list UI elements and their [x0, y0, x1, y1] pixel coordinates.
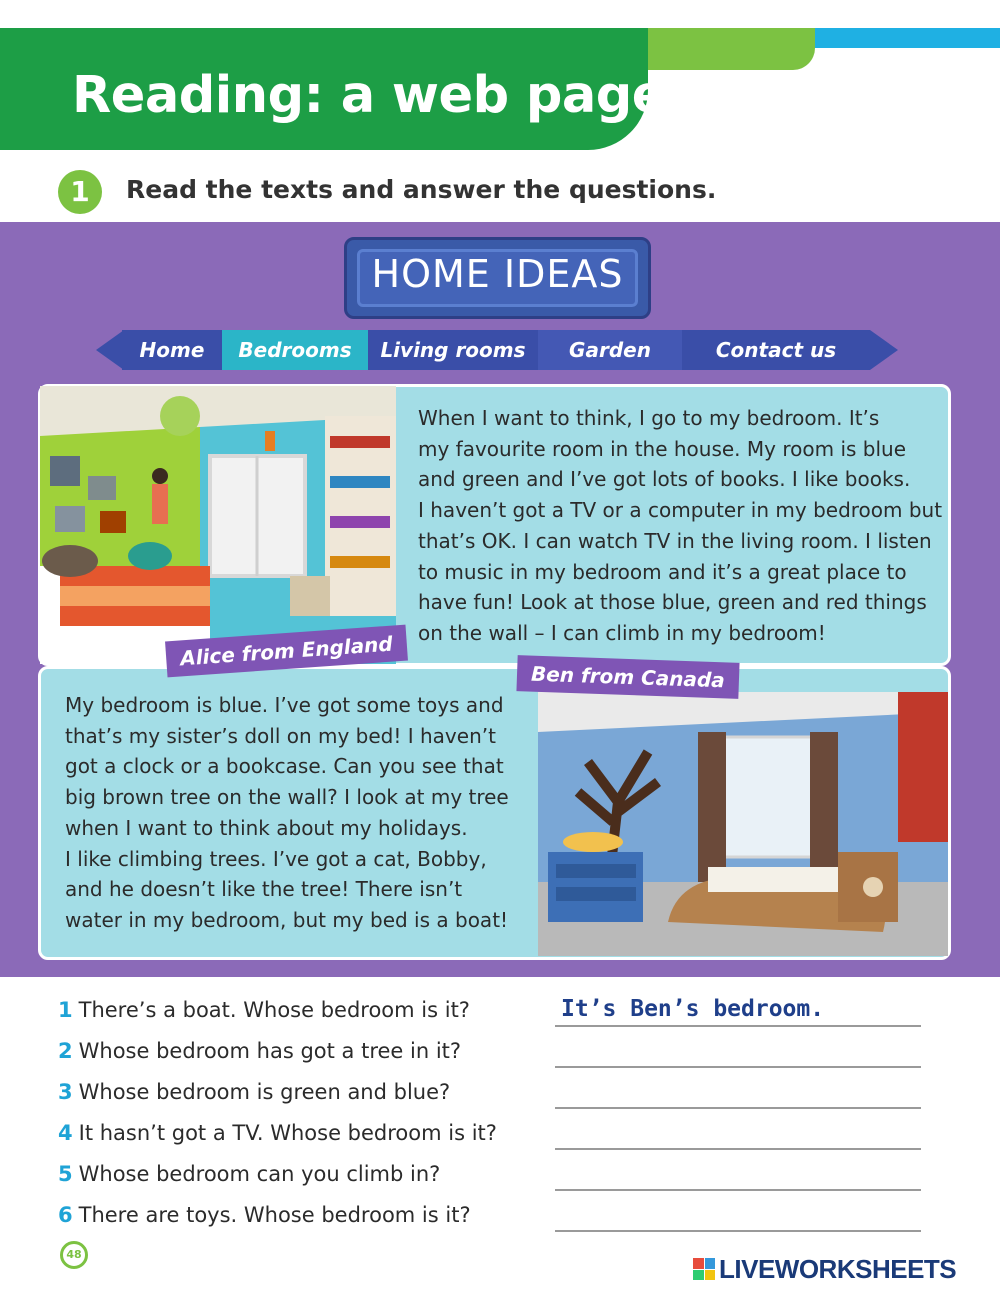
answer-line-6[interactable]	[555, 1230, 921, 1232]
answer-1-text[interactable]: It’s Ben’s bedroom.	[561, 996, 825, 1022]
question-text: There’s a boat. Whose bedroom is it?	[78, 998, 470, 1022]
ben-post-line: My bedroom is blue. I’ve got some toys and	[65, 693, 504, 717]
ben-post-line: and he doesn’t like the tree! There isn’t	[65, 877, 463, 902]
author-tag-alice: Alice from England	[165, 625, 408, 678]
exercise-number-badge: 1	[58, 170, 102, 214]
answer-line-2[interactable]	[555, 1066, 921, 1068]
answer-line-4[interactable]	[555, 1148, 921, 1150]
question-number: 5	[58, 1162, 73, 1186]
alice-post-line: I haven’t got a TV or a computer in my bedroom but	[418, 498, 943, 523]
question-text: Whose bedroom can you climb in?	[78, 1162, 441, 1186]
alice-post-line: to music in my bedroom and it’s a great place to	[418, 559, 907, 584]
ben-post-line: I like climbing trees. I’ve got a cat, Bobby,	[65, 846, 487, 871]
alice-post-line: have fun! Look at those blue, green and red things	[418, 590, 927, 615]
page-number-badge: 48	[60, 1241, 88, 1269]
question-number: 1	[58, 998, 73, 1022]
question-number: 3	[58, 1080, 73, 1104]
alice-post-line: my favourite room in the house. My room is blue	[418, 436, 907, 461]
ben-post-line: big brown tree on the wall? I look at my tree	[65, 785, 509, 810]
ben-post-text	[65, 690, 525, 936]
nav-item-home[interactable]: Home	[122, 330, 222, 370]
liveworksheets-logo-icon	[693, 1258, 715, 1280]
ben-bedroom-photo	[538, 692, 948, 956]
nav-left-arrow-icon	[96, 330, 124, 370]
question-2	[58, 1039, 461, 1063]
question-1	[58, 998, 470, 1022]
ben-post-line: that’s my sister’s doll on my bed! I haven’t	[65, 723, 496, 748]
author-tag-ben: Ben from Canada	[516, 655, 739, 699]
site-logo	[344, 237, 651, 319]
ben-post-line: water in my bedroom, but my bed is a boat!	[65, 907, 509, 932]
alice-bedroom-photo	[40, 386, 396, 664]
alice-post-text	[418, 403, 948, 649]
alice-post-line: and green and I’ve got lots of books. I like books.	[418, 467, 911, 492]
nav-item-garden[interactable]: Garden	[538, 330, 682, 370]
question-text: It hasn’t got a TV. Whose bedroom is it?	[78, 1121, 497, 1145]
page-title: Reading: a web page	[72, 66, 666, 125]
question-number: 2	[58, 1039, 73, 1063]
alice-post-line: on the wall – I can climb in my bedroom!	[418, 620, 826, 645]
nav-item-bedrooms[interactable]: Bedrooms	[222, 330, 368, 370]
answer-line-3[interactable]	[555, 1107, 921, 1109]
brand-name: LIVEWORKSHEETS	[719, 1254, 957, 1284]
nav-item-living-rooms[interactable]: Living rooms	[368, 330, 538, 370]
question-number: 6	[58, 1203, 73, 1227]
site-logo-text: HOME IDEAS	[371, 252, 624, 296]
question-number: 4	[58, 1121, 73, 1145]
question-3	[58, 1080, 450, 1104]
ben-post-line: got a clock or a bookcase. Can you see that	[65, 754, 504, 779]
nav-item-contact-us[interactable]: Contact us	[682, 330, 870, 370]
ben-post-line: when I want to think about my holidays.	[65, 815, 468, 840]
question-text: Whose bedroom is green and blue?	[78, 1080, 451, 1104]
question-6	[58, 1203, 471, 1227]
exercise-instruction: Read the texts and answer the questions.	[126, 175, 717, 204]
question-4	[58, 1121, 497, 1145]
question-5	[58, 1162, 440, 1186]
alice-post-line: that’s OK. I can watch TV in the living room. I listen	[418, 528, 932, 553]
alice-post-line: When I want to think, I go to my bedroom. It’s	[418, 406, 880, 430]
question-text: Whose bedroom has got a tree in it?	[78, 1039, 462, 1063]
question-text: There are toys. Whose bedroom is it?	[78, 1203, 471, 1227]
answer-line-1[interactable]	[555, 1025, 921, 1027]
answer-line-5[interactable]	[555, 1189, 921, 1191]
nav-right-arrow-icon	[870, 330, 898, 370]
